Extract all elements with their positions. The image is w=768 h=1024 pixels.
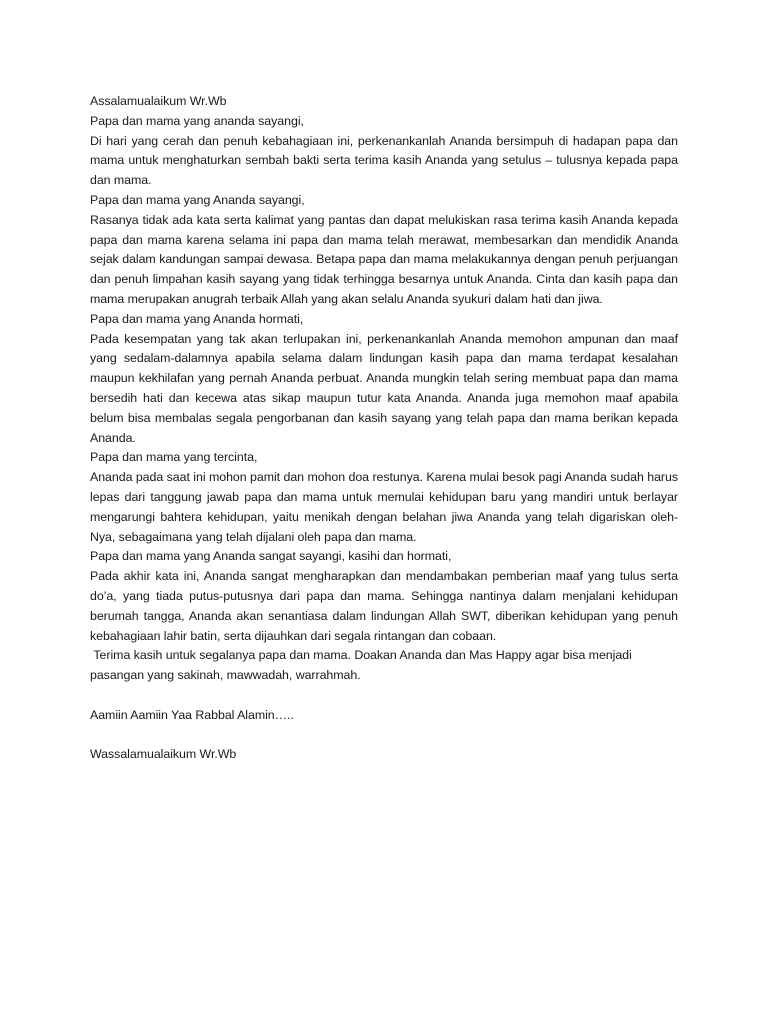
greeting-line: Papa dan mama yang Ananda hormati,	[90, 311, 304, 326]
opening-salutation: Assalamualaikum Wr.Wb	[90, 94, 227, 108]
greeting-line: Papa dan mama yang tercinta,	[90, 450, 258, 465]
blank-line	[90, 686, 678, 706]
paragraph: Pada akhir kata ini, Ananda sangat mengharapkan dan mendambakan pemberian maaf yang tulus serta do’a, yang tiada putus-putusnya dari papa dan mama. Sehingga nantinya dalam menjalani kehidupan berumah tangga, Ananda akan senantiasa dalam lindungan Allah SWT, diberikan kehidupan yang penuh kebahagiaan lahir batin, serta dijauhkan dari segala rintangan dan cobaan.	[90, 569, 678, 643]
greeting-line: Papa dan mama yang Ananda sangat sayangi, kasihi dan hormati,	[90, 549, 452, 564]
letter-body	[90, 92, 678, 765]
paragraph: Di hari yang cerah dan penuh kebahagiaan ini, perkenankanlah Ananda bersimpuh di hadapan papa dan mama untuk menghaturkan sembah bakti serta terima kasih Ananda yang setulus – tulusnya kepada papa dan mama.	[90, 133, 678, 188]
greeting-line: Papa dan mama yang ananda sayangi,	[90, 113, 304, 128]
blank-line	[90, 726, 678, 746]
paragraph: Terima kasih untuk segalanya papa dan mama. Doakan Ananda dan Mas Happy agar bisa menjadi pasangan yang sakinah, mawwadah, warrahmah.	[90, 648, 636, 683]
paragraph: Rasanya tidak ada kata serta kalimat yang pantas dan dapat melukiskan rasa terima kasih Ananda kepada papa dan mama karena selama ini papa dan mama telah merawat, membesarkan dan mendidik Ananda sejak dalam kandungan sampai dewasa. Betapa papa dan mama melakukannya dengan penuh perjuangan dan penuh limpahan kasih sayang yang tidak terhingga besarnya untuk Ananda. Cinta dan kasih papa dan mama merupakan anugrah terbaik Allah yang akan selalu Ananda syukuri dalam hati dan jiwa.	[90, 212, 678, 306]
closing-salutation: Wassalamualaikum Wr.Wb	[90, 747, 237, 762]
paragraph: Ananda pada saat ini mohon pamit dan mohon doa restunya. Karena mulai besok pagi Ananda sudah harus lepas dari tanggung jawab papa dan mama untuk memulai kehidupan baru yang mandiri untuk berlayar mengarungi bahtera kehidupan, yaitu menikah dengan belahan jiwa Ananda yang telah digariskan oleh-Nya, sebagaimana yang telah dijalani oleh papa dan mama.	[90, 470, 678, 544]
prayer-line: Aamiin Aamiin Yaa Rabbal Alamin…..	[90, 707, 294, 722]
paragraph: Pada kesempatan yang tak akan terlupakan ini, perkenankanlah Ananda memohon ampunan dan maaf yang sedalam-dalamnya apabila selama dalam lindungan kasih papa dan mama terdapat kesalahan maupun kekhilafan yang pernah Ananda perbuat. Ananda mungkin telah sering membuat papa dan mama bersedih hati dan kecewa atas sikap maupun tutur kata Ananda. Ananda juga memohon maaf apabila belum bisa membalas segala pengorbanan dan kasih sayang yang telah papa dan mama berikan kepada Ananda.	[90, 331, 678, 445]
greeting-line: Papa dan mama yang Ananda sayangi,	[90, 192, 305, 207]
